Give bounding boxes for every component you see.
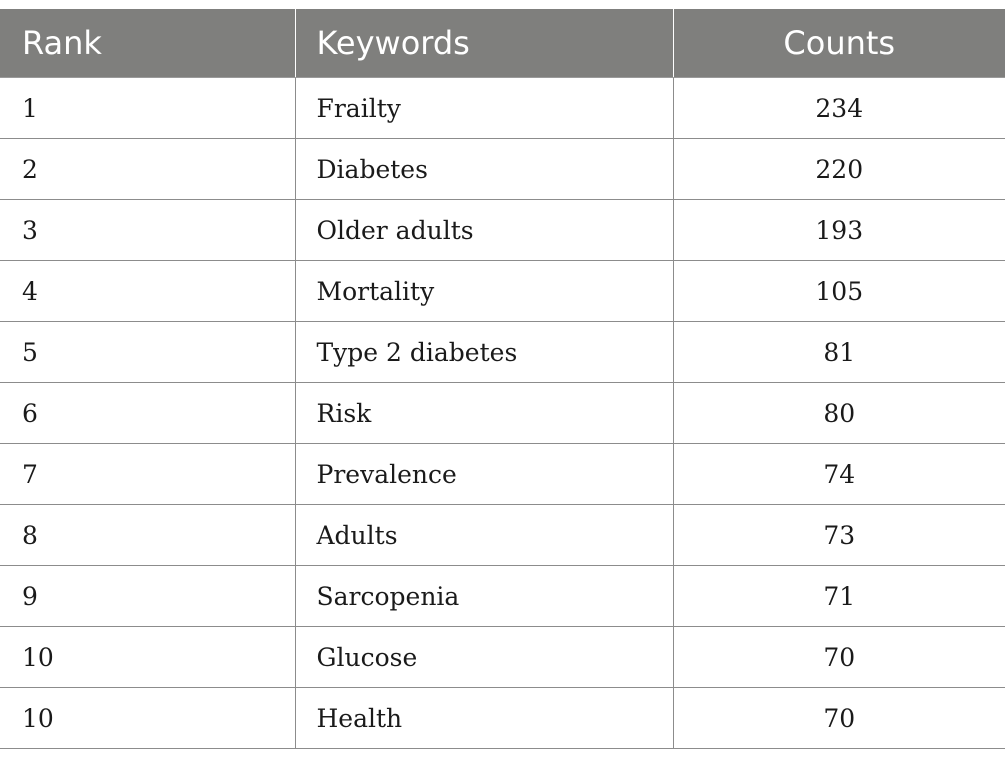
keyword-cell: Glucose: [295, 627, 673, 688]
rank-cell: 10: [0, 688, 295, 749]
count-cell: 81: [673, 322, 1005, 383]
rank-cell: 9: [0, 566, 295, 627]
count-cell: 105: [673, 261, 1005, 322]
count-cell: 71: [673, 566, 1005, 627]
header-keywords: Keywords: [295, 9, 673, 78]
table-row: [0, 383, 1005, 444]
count-cell: 193: [673, 200, 1005, 261]
rank-cell: 1: [0, 78, 295, 139]
table-row: [0, 627, 1005, 688]
header-rank: Rank: [0, 9, 295, 78]
table-row: [0, 566, 1005, 627]
header-row: [0, 9, 1005, 78]
count-cell: 70: [673, 627, 1005, 688]
count-cell: 220: [673, 139, 1005, 200]
rank-cell: 6: [0, 383, 295, 444]
keyword-cell: Frailty: [295, 78, 673, 139]
keyword-table-container: [0, 9, 1005, 749]
keyword-cell: Diabetes: [295, 139, 673, 200]
rank-cell: 8: [0, 505, 295, 566]
rank-cell: 4: [0, 261, 295, 322]
table-body: [0, 78, 1005, 749]
header-counts: Counts: [673, 9, 1005, 78]
table-row: [0, 200, 1005, 261]
table-row: [0, 139, 1005, 200]
count-cell: 80: [673, 383, 1005, 444]
count-cell: 70: [673, 688, 1005, 749]
keyword-cell: Older adults: [295, 200, 673, 261]
keyword-cell: Sarcopenia: [295, 566, 673, 627]
table-row: [0, 261, 1005, 322]
keyword-cell: Health: [295, 688, 673, 749]
count-cell: 234: [673, 78, 1005, 139]
rank-cell: 5: [0, 322, 295, 383]
table-row: [0, 444, 1005, 505]
keyword-table: [0, 9, 1005, 749]
table-header: [0, 9, 1005, 78]
table-row: [0, 78, 1005, 139]
keyword-cell: Mortality: [295, 261, 673, 322]
keyword-cell: Type 2 diabetes: [295, 322, 673, 383]
keyword-cell: Adults: [295, 505, 673, 566]
rank-cell: 2: [0, 139, 295, 200]
count-cell: 74: [673, 444, 1005, 505]
table-row: [0, 688, 1005, 749]
table-row: [0, 505, 1005, 566]
count-cell: 73: [673, 505, 1005, 566]
rank-cell: 7: [0, 444, 295, 505]
rank-cell: 10: [0, 627, 295, 688]
keyword-cell: Prevalence: [295, 444, 673, 505]
rank-cell: 3: [0, 200, 295, 261]
keyword-cell: Risk: [295, 383, 673, 444]
table-row: [0, 322, 1005, 383]
